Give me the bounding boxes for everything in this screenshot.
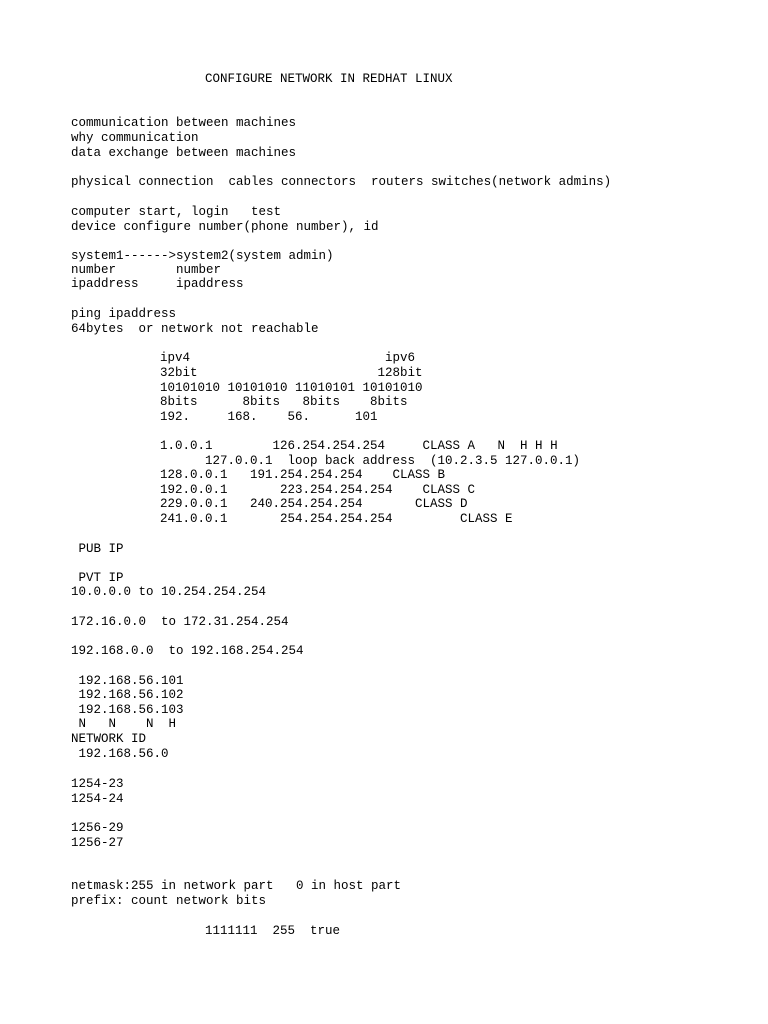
text-line: why communication [71,131,199,145]
text-line: 1254-24 [71,792,124,806]
text-line: 192.168.56.0 [71,747,169,761]
text-line: system1------>system2(system admin) [71,249,334,263]
loopback-line: 127.0.0.1 loop back address (10.2.3.5 127.0.0.1) [205,454,581,468]
text-line: 1254-23 [71,777,124,791]
class-a-line: 1.0.0.1 126.254.254.254 CLASS A N H H H [160,439,558,453]
decimal-octets-line: 192. 168. 56. 101 [160,410,378,424]
text-line: data exchange between machines [71,146,297,160]
class-e-line: 241.0.0.1 254.254.254.254 CLASS E [160,512,513,526]
text-line: ping ipaddress [71,307,177,321]
text-line: 192.168.56.103 [71,703,184,717]
text-line: 192.168.56.101 [71,674,184,688]
text-line: physical connection cables connectors routers switches(network admins) [71,175,612,189]
text-line: 10.0.0.0 to 10.254.254.254 [71,585,267,599]
text-line: computer start, login test [71,205,282,219]
text-line: netmask:255 in network part 0 in host part [71,879,402,893]
section-heading: PVT IP [71,571,124,585]
text-line: device configure number(phone number), id [71,220,379,234]
text-line: NETWORK ID [71,732,147,746]
document-title: CONFIGURE NETWORK IN REDHAT LINUX [205,72,453,86]
class-b-line: 128.0.0.1 191.254.254.254 CLASS B [160,468,446,482]
text-line: prefix: count network bits [71,894,267,908]
octet-bits-line: 8bits 8bits 8bits 8bits [160,395,408,409]
text-line: number number [71,263,222,277]
ip-version-header: ipv4 ipv6 [160,351,416,365]
text-line: 192.168.56.102 [71,688,184,702]
text-line: 64bytes or network not reachable [71,322,319,336]
text-line: N N N H [71,717,177,731]
text-line: ipaddress ipaddress [71,277,244,291]
text-line: 192.168.0.0 to 192.168.254.254 [71,644,304,658]
section-heading: PUB IP [71,542,124,556]
ip-bits-line: 32bit 128bit [160,366,423,380]
text-line: 172.16.0.0 to 172.31.254.254 [71,615,289,629]
binary-octets-line: 10101010 10101010 11010101 10101010 [160,381,423,395]
text-line: 1111111 255 true [205,924,341,938]
text-line: communication between machines [71,116,297,130]
class-d-line: 229.0.0.1 240.254.254.254 CLASS D [160,497,468,511]
text-line: 1256-27 [71,836,124,850]
text-line: 1256-29 [71,821,124,835]
class-c-line: 192.0.0.1 223.254.254.254 CLASS C [160,483,476,497]
